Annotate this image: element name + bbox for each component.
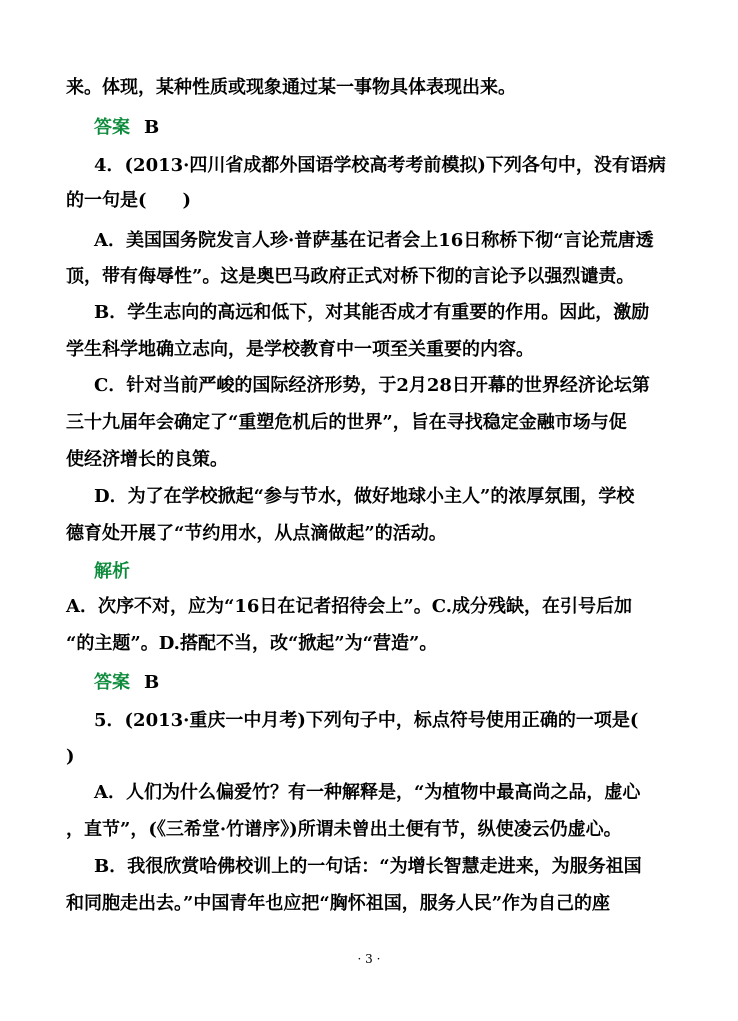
option-b-line: B．我很欣赏哈佛校训上的一句话：“为增长智慧走进来，为服务祖国 [94,856,642,877]
text-line: 学生科学地确立志向，是学校教育中一项至关重要的内容。 [66,339,534,360]
option-d-line: D．为了在学校掀起“参与节水，做好地球小主人”的浓厚氛围，学校 [94,486,635,507]
analysis-label-line [94,559,704,585]
question-number: 4．(2013· [94,155,190,176]
answer-value: B [144,672,160,693]
question-source: 重庆一中月考 [189,710,298,731]
question-5-header [94,708,704,734]
text-line: 顶，带有侮辱性”。这是奥巴马政府正式对桥下彻的言论予以强烈谴责。 [66,266,635,287]
text-line: 来。体现，某种性质或现象通过某一事物具体表现出来。 [66,77,516,98]
question-stem: )下列各句中，没有语病 [477,155,666,176]
answer-label: 答案 [94,672,130,693]
analysis-text-line: A．次序不对，应为“16日在记者招待会上”。C.成分残缺，在引号后加 [66,596,632,617]
answer-value: B [144,117,160,138]
analysis-label: 解析 [94,561,130,582]
option-b-line: B．学生志向的高远和低下，对其能否成才有重要的作用。因此，激励 [94,302,650,323]
question-stem: )下列句子中，标点符号使用正确的一项是( [297,710,639,731]
question-number: 5．(2013· [94,710,190,731]
analysis-text-line: “的主题”。D.搭配不当，改“掀起”为“营造”。 [66,633,438,654]
answer-line [94,115,704,141]
option-c-line: C．针对当前严峻的国际经济形势，于2月28日开幕的世界经济论坛第 [94,375,650,396]
text-line: 德育处开展了“节约用水，从点滴做起”的活动。 [66,523,447,544]
text-line: ) [66,746,75,767]
text-line: 三十九届年会确定了“重塑危机后的世界”，旨在寻找稳定金融市场与促 [66,412,627,433]
text-line: ，直节”，(《三希堂·竹谱序》)所谓未曾出土便有节，纵使凌云仍虚心。 [66,819,622,840]
text-line: 使经济增长的良策。 [66,449,228,470]
text-line: 的一句是( ) [66,190,192,211]
question-source: 四川省成都外国语学校高考考前模拟 [189,155,478,176]
question-4-header [94,153,704,179]
option-a-line: A．美国国务院发言人珍·普萨基在记者会上16日称桥下彻“言论荒唐透 [94,230,654,251]
answer-line [94,670,704,696]
answer-label: 答案 [94,117,130,138]
page-number: · 3 · [357,952,381,966]
text-line: 和同胞走出去。”中国青年也应把“胸怀祖国，服务人民”作为自己的座 [66,893,611,914]
option-a-line: A．人们为什么偏爱竹？有一种解释是，“为植物中最高尚之品，虚心 [94,782,641,803]
